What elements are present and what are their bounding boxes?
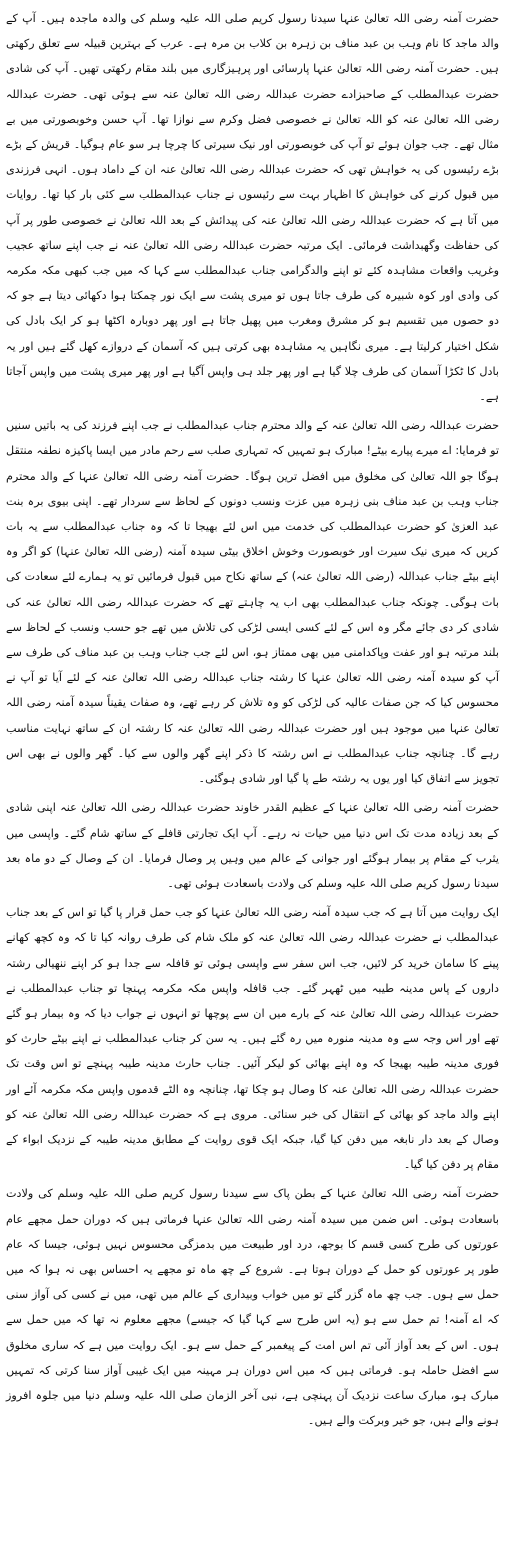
paragraph-1: حضرت آمنہ رضی اللہ تعالیٰ عنہا سیدنا رسول کریم صلی اللہ علیہ وسلم کی والدہ ماجدہ ہیں۔ آپ کے والد ماجد کا نام وہب بن عبد مناف بن زہرہ بن کلاب بن مرہ ہے۔ عرب کے بہترین قبیلہ سے تعلق رکھتی ہیں۔ حضرت آمنہ رضی اللہ تعالیٰ عنہا پارسائی اور پرہیزگاری میں بلند مقام رکھتی تھیں۔ آپ کی شادی حضرت عبدالمطلب کے صاحبزادے حضرت عبداللہ رضی اللہ تعالیٰ عنہ سے ہوئی تھی۔ حضرت عبداللہ رضی اللہ تعالیٰ عنہ کو اللہ تعالیٰ نے خصوصی فضل وکرم سے نوازا تھا۔ آپ حسن وخوبصورتی میں بے مثال تھے۔ جب جوان ہوئے تو آپ کی خوبصورتی اور نیک سیرتی کا چرچا ہر سو عام ہوگیا۔ قریش کے بڑے بڑے رئیسوں کی یہ خواہش تھی کہ حضرت عبداللہ رضی اللہ تعالیٰ عنہ ان کے داماد ہوں۔ انہی فرزندی میں قبول کرنے کی خواہش کا اظہار بہت سے رئیسوں نے جناب عبدالمطلب سے کئی بار کیا تھا۔ روایات میں آتا ہے کہ حضرت عبداللہ رضی اللہ تعالیٰ عنہ کی پیدائش کے بعد اللہ تعالیٰ نے خصوصی طور پر آپ کی حفاظت وگھبداشت فرمائی۔ ایک مرتبہ حضرت عبداللہ رضی اللہ تعالیٰ عنہ نے جب اپنے ساتھ عجیب وغریب واقعات مشاہدہ کئے تو اپنے والدگرامی جناب عبدالمطلب سے کہا کہ میں جب کبھی مکہ مکرمہ کی وادی اور کوہ شبیرہ کی طرف جاتا ہوں تو میری پشت سے ایک نور چمکتا ہوا دکھائی دیتا ہے جو کہ دو حصوں میں تقسیم ہو کر مشرق ومغرب میں پھیل جاتا ہے اور پھر دوبارہ اکٹھا ہو کر ایک بادل کی شکل اختیار کرلیتا ہے۔ میری نگاہیں یہ مشاہدہ بھی کرتی ہیں کہ آسمان کے دروازے کھل گئے ہیں اور یہ بادل کا ٹکڑا آسمان کی طرف چلا گیا ہے اور پھر جلد ہی واپس آگیا ہے اور پھر میری پشت میں واپس آجاتا ہے۔	[6, 12, 499, 404]
paragraph-4: ایک روایت میں آتا ہے کہ جب سیدہ آمنہ رضی اللہ تعالیٰ عنہا کو جب حمل قرار پا گیا تو اس کے بعد جناب عبدالمطلب نے حضرت عبداللہ رضی اللہ تعالیٰ عنہ کو ملک شام کی طرف روانہ کیا تا کہ وہ کچھ کھانے پینے کا سامان خرید کر لائیں، جب اس سفر سے واپسی ہوئی تو قافلہ سے جدا ہو کر اپنے ننھیالی رشتہ داروں کے پاس مدینہ طیبہ میں ٹھہر گئے۔ جب قافلہ واپس مکہ مکرمہ پہنچا تو جناب عبدالمطلب نے حضرت عبداللہ رضی اللہ تعالیٰ عنہ کے بارے میں ان سے پوچھا تو انہوں نے جواب دیا کہ وہ بیمار ہو گئے تھے اور اس وجہ سے وہ مدینہ منورہ میں رہ گئے ہیں۔ یہ سن کر جناب عبدالمطلب نے اپنے بیٹے حارث کو فوری مدینہ طیبہ بھیجا کہ وہ اپنے بھائی کو لیکر آئیں۔ جناب حارث مدینہ طیبہ پہنچے تو اس وقت تک حضرت عبداللہ رضی اللہ تعالیٰ عنہ کا وصال ہو چکا تھا، چنانچہ وہ الٹے قدموں واپس مکہ مکرمہ آئے اور اپنے والد ماجد کو بھائی کے انتقال کی خبر سنائی۔ مروی ہے کہ حضرت عبداللہ رضی اللہ تعالیٰ عنہ کو وصال کے بعد دار نابغہ میں دفن کیا گیا، جبکہ ایک قوی روایت کے مطابق مدینہ طیبہ کے نزدیک ابواء کے مقام پر دفن کیا گیا۔	[6, 906, 499, 1172]
paragraph-3: حضرت آمنہ رضی اللہ تعالیٰ عنہا کے عظیم القدر خاوند حضرت عبداللہ رضی اللہ تعالیٰ عنہ اپنی شادی کے بعد زیادہ مدت تک اس دنیا میں حیات نہ رہے۔ آپ ایک تجارتی قافلے کے ساتھ شام گئے۔ واپسی میں یثرب کے مقام پر بیمار ہوگئے اور جوانی کے عالم میں وہیں پر وصال فرمایا۔ ان کے وصال کے دو ماہ بعد سیدنا رسول کریم صلی اللہ علیہ وسلم کی ولادت باسعادت ہوئی تھی۔	[6, 801, 499, 890]
paragraph-5: حضرت آمنہ رضی اللہ تعالیٰ عنہا کے بطن پاک سے سیدنا رسول کریم صلی اللہ علیہ وسلم کی ولادت باسعادت ہوئی۔ اس ضمن میں سیدہ آمنہ رضی اللہ تعالیٰ عنہا فرماتی ہیں کہ دوران حمل مجھے عام عورتوں کی طرح کسی قسم کا بوجھ، درد اور طبیعت میں بدمزگی محسوس نہیں ہوئی، جیسا کہ عام طور پر عورتوں کو حمل کے دوران ہوتا ہے۔ شروع کے چھ ماہ تو مجھے یہ احساس بھی نہ ہوا کہ میں حمل سے ہوں۔ جب چھ ماہ گزر گئے تو میں خواب وبیداری کے عالم میں تھی، میں نے کسی کی آواز سنی کہ اے آمنہ! تم حمل سے ہو (یہ اس طرح سے کہا گیا کہ جیسے) مجھے معلوم نہ تھا کہ میں حمل سے ہوں۔ اس کے بعد آواز آئی تم اس امت کے پیغمبر کے حمل سے ہو۔ ایک روایت میں ہے کہ ساری مخلوق سے افضل حاملہ ہو۔ فرماتی ہیں کہ میں اس دوران ہر مہینہ میں ایک غیبی آواز سنا کرتی کہ تمہیں مبارک ہو، مبارک ساعت نزدیک آن پہنچی ہے، نبی آخر الزمان صلی اللہ علیہ وسلم دنیا میں جلوہ افروز ہونے والے ہیں، جو خیر وبرکت والے ہیں۔	[6, 1187, 499, 1428]
paragraph-2: حضرت عبداللہ رضی اللہ تعالیٰ عنہ کے والد محترم جناب عبدالمطلب نے جب اپنے فرزند کی یہ باتیں سنیں تو فرمایا: اے میرے پیارے بیٹے! مبارک ہو تمہیں کہ تمہاری صلب سے رحم مادر میں ایسا پاکیزہ نطفہ منتقل ہوگا جو اللہ تعالیٰ کی مخلوق میں افضل ترین ہوگا۔ حضرت آمنہ رضی اللہ تعالیٰ عنہا کے والد محترم جناب وہب بن عبد مناف بنی زہرہ میں عزت ونسب دونوں کے لحاظ سے سردار تھے۔ اپنی بیوی برہ بنت عبد العزیٰ کو حضرت عبدالمطلب کی خدمت میں اس لئے بھیجا تا کہ وہ جناب عبدالمطلب سے یہ بات کریں کہ میری نیک سیرت اور خوبصورت وخوش اخلاق بیٹی سیدہ آمنہ (رضی اللہ تعالیٰ عنہا) کو اگر وہ اپنے بیٹے جناب عبداللہ (رضی اللہ تعالیٰ عنہ) کے ساتھ نکاح میں قبول فرمائیں تو یہ ہمارے لئے سعادت کی بات ہوگی۔ چونکہ جناب عبدالمطلب بھی اب یہ چاہتے تھے کہ حضرت عبداللہ رضی اللہ تعالیٰ عنہ کی شادی کر دی جائے مگر وہ اس کے لئے کسی ایسی لڑکی کی تلاش میں تھے جو حسب ونسب کے لحاظ سے بلند مرتبہ ہو اور عفت وپاکدامنی میں بھی ممتاز ہو، اس لئے جب جناب وہب بن عبد مناف کی طرف سے آپ کو سیدہ آمنہ رضی اللہ تعالیٰ عنہا کا رشتہ جناب عبداللہ رضی اللہ تعالیٰ عنہ کے لئے آیا تو آپ نے محسوس کیا کہ جن صفات عالیہ کی لڑکی کو وہ تلاش کر رہے تھے، وہ صفات یقیناً سیدہ آمنہ رضی اللہ تعالیٰ عنہا میں موجود ہیں اور حضرت عبداللہ رضی اللہ تعالیٰ عنہ کا رشتہ ان کے ساتھ نہایت مناسب رہے گا۔ چنانچہ جناب عبدالمطلب نے اس رشتہ کا ذکر اپنے گھر والوں سے کیا۔ گھر والوں نے بھی اس تجویز سے اتفاق کیا اور یوں یہ رشتہ طے پا گیا اور شادی ہوگئی۔	[6, 419, 499, 786]
